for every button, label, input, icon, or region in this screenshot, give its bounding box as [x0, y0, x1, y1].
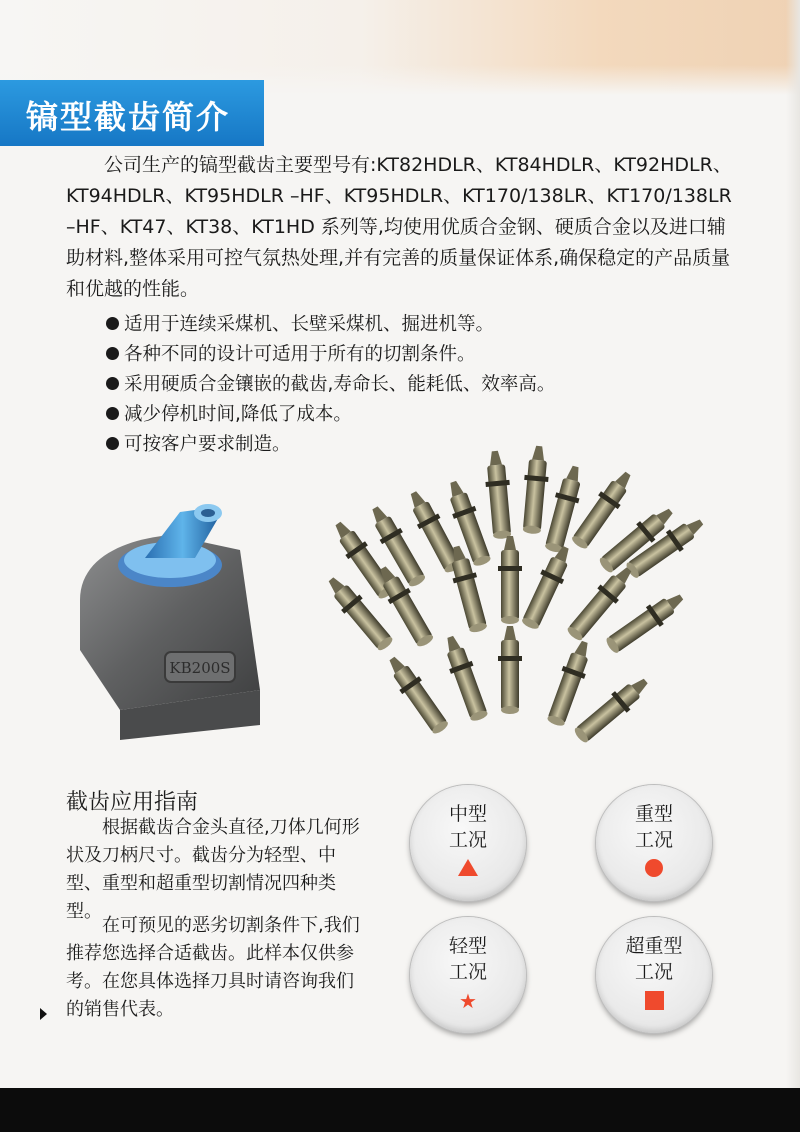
- product-illustration: [60, 440, 750, 780]
- title-bar: [0, 80, 264, 146]
- triangle-icon: [458, 859, 478, 876]
- heavy-duty-badge: 重型 工况: [596, 785, 712, 901]
- bullet-icon: [106, 407, 119, 420]
- feature-item: 适用于连续采煤机、长壁采煤机、掘进机等。: [106, 310, 555, 340]
- star-icon: ★: [459, 989, 477, 1013]
- footer-band: [0, 1088, 800, 1132]
- bullet-icon: [106, 317, 119, 330]
- intro-paragraph: 公司生产的镐型截齿主要型号有:KT82HDLR、KT84HDLR、KT92HDLR、KT94HDLR、KT95HDLR –HF、KT95HDLR、KT170/138LR、KT170/138LR –HF、KT47、KT38、KT1HD 系列等,均使用优质合金钢、硬质合金以及进口辅助材料,整体采用可控气氛热处理,并有完善的质量保证体系,确保稳定的产品质量和优越的性能。: [66, 154, 732, 300]
- page-edge: [786, 0, 800, 1132]
- bullet-icon: [106, 377, 119, 390]
- page-title: 镐型截齿简介: [26, 98, 231, 136]
- feature-item: 可按客户要求制造。: [106, 430, 555, 460]
- feature-item: 采用硬质合金镶嵌的截齿,寿命长、能耗低、效率高。: [106, 370, 555, 400]
- page-marker: [40, 1008, 47, 1020]
- feature-list: [106, 310, 555, 460]
- light-duty-badge: 轻型 工况 ★: [410, 917, 526, 1033]
- feature-item: 各种不同的设计可适用于所有的切割条件。: [106, 340, 555, 370]
- product-photo: [60, 440, 750, 780]
- guide-title: 截齿应用指南: [66, 790, 199, 815]
- medium-duty-badge: 中型 工况: [410, 785, 526, 901]
- feature-item: 减少停机时间,降低了成本。: [106, 400, 555, 430]
- bullet-icon: [106, 347, 119, 360]
- square-icon: [645, 991, 664, 1010]
- guide-paragraph: 根据截齿合金头直径,刀体几何形状及刀柄尺寸。截齿分为轻型、中型、重型和超重型切割情况四种类型。: [66, 817, 360, 922]
- guide-paragraph: 在可预见的恶劣切割条件下,我们推荐您选择合适截齿。此样本仅供参考。在您具体选择刀具时请咨询我们的销售代表。: [66, 915, 360, 1020]
- circle-icon: [645, 859, 663, 877]
- super-heavy-duty-badge: 超重型 工况: [596, 917, 712, 1033]
- holder-label: KB200S: [169, 659, 231, 677]
